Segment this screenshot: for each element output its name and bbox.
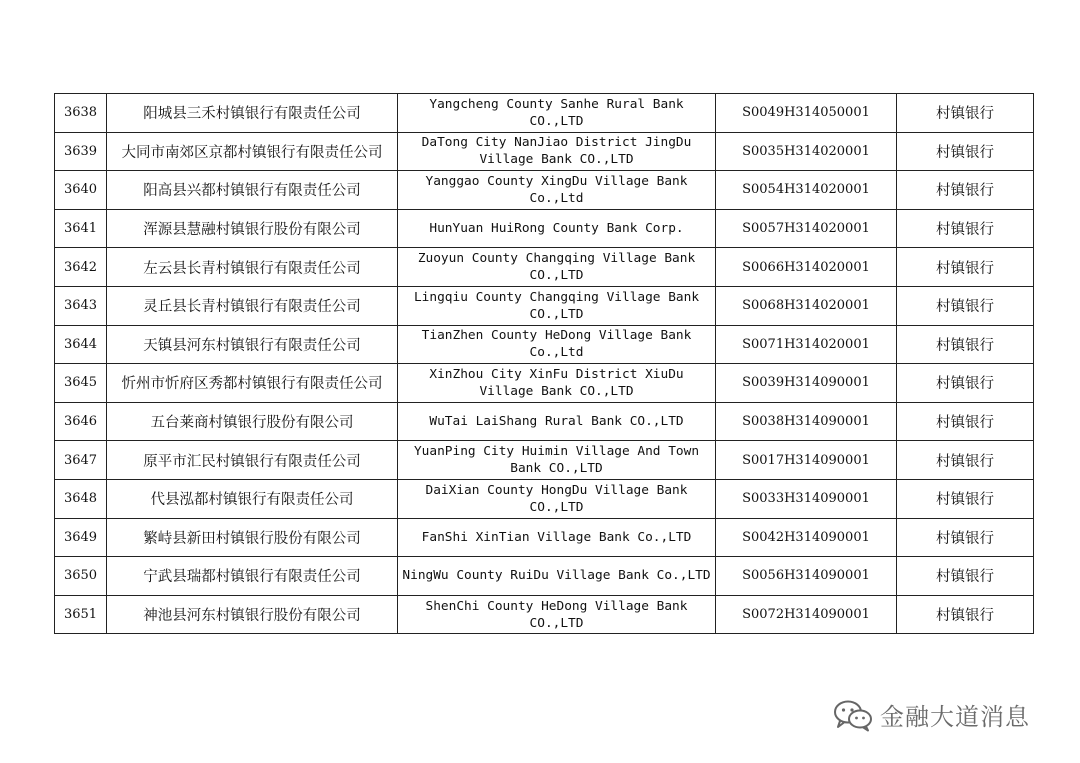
cell-name-cn: 阳高县兴都村镇银行有限责任公司 xyxy=(107,171,398,210)
table-row xyxy=(55,171,1034,210)
cell-type: 村镇银行 xyxy=(897,595,1034,634)
cell-name-en: NingWu County RuiDu Village Bank Co.,LTD xyxy=(398,557,716,596)
cell-code: S0033H314090001 xyxy=(716,479,897,518)
cell-number: 3638 xyxy=(55,94,107,133)
table-row xyxy=(55,248,1034,287)
cell-code: S0057H314020001 xyxy=(716,209,897,248)
cell-number: 3647 xyxy=(55,441,107,480)
table-body xyxy=(55,94,1034,634)
cell-name-en: FanShi XinTian Village Bank Co.,LTD xyxy=(398,518,716,557)
cell-name-cn: 五台莱商村镇银行股份有限公司 xyxy=(107,402,398,441)
cell-type: 村镇银行 xyxy=(897,441,1034,480)
cell-name-cn: 宁武县瑞都村镇银行有限责任公司 xyxy=(107,557,398,596)
table-row xyxy=(55,518,1034,557)
cell-name-en: XinZhou City XinFu District XiuDu Village Bank CO.,LTD xyxy=(398,364,716,403)
cell-code: S0068H314020001 xyxy=(716,286,897,325)
cell-type: 村镇银行 xyxy=(897,364,1034,403)
cell-name-cn: 浑源县慧融村镇银行股份有限公司 xyxy=(107,209,398,248)
cell-code: S0054H314020001 xyxy=(716,171,897,210)
cell-type: 村镇银行 xyxy=(897,557,1034,596)
watermark xyxy=(832,697,1030,732)
cell-type: 村镇银行 xyxy=(897,132,1034,171)
table-row xyxy=(55,402,1034,441)
cell-code: S0039H314090001 xyxy=(716,364,897,403)
cell-type: 村镇银行 xyxy=(897,209,1034,248)
table-row xyxy=(55,479,1034,518)
cell-number: 3639 xyxy=(55,132,107,171)
cell-name-en: Yanggao County XingDu Village Bank Co.,Ltd xyxy=(398,171,716,210)
cell-number: 3642 xyxy=(55,248,107,287)
cell-name-cn: 灵丘县长青村镇银行有限责任公司 xyxy=(107,286,398,325)
cell-code: S0042H314090001 xyxy=(716,518,897,557)
cell-name-en: WuTai LaiShang Rural Bank CO.,LTD xyxy=(398,402,716,441)
table-row xyxy=(55,94,1034,133)
table-row xyxy=(55,209,1034,248)
watermark-text: 金融大道消息 xyxy=(880,703,1030,731)
cell-name-cn: 阳城县三禾村镇银行有限责任公司 xyxy=(107,94,398,133)
cell-type: 村镇银行 xyxy=(897,518,1034,557)
cell-number: 3649 xyxy=(55,518,107,557)
table-row xyxy=(55,364,1034,403)
table-row xyxy=(55,557,1034,596)
table-row xyxy=(55,132,1034,171)
cell-code: S0056H314090001 xyxy=(716,557,897,596)
cell-name-cn: 大同市南郊区京都村镇银行有限责任公司 xyxy=(107,132,398,171)
cell-name-cn: 神池县河东村镇银行股份有限公司 xyxy=(107,595,398,634)
cell-type: 村镇银行 xyxy=(897,402,1034,441)
cell-code: S0066H314020001 xyxy=(716,248,897,287)
cell-number: 3641 xyxy=(55,209,107,248)
cell-number: 3650 xyxy=(55,557,107,596)
cell-type: 村镇银行 xyxy=(897,171,1034,210)
cell-name-cn: 忻州市忻府区秀都村镇银行有限责任公司 xyxy=(107,364,398,403)
cell-number: 3643 xyxy=(55,286,107,325)
cell-name-en: HunYuan HuiRong County Bank Corp. xyxy=(398,209,716,248)
cell-name-en: Yangcheng County Sanhe Rural Bank CO.,LTD xyxy=(398,94,716,133)
cell-number: 3644 xyxy=(55,325,107,364)
cell-name-en: TianZhen County HeDong Village Bank Co.,Ltd xyxy=(398,325,716,364)
cell-type: 村镇银行 xyxy=(897,325,1034,364)
bank-list-table xyxy=(54,93,1034,634)
cell-code: S0071H314020001 xyxy=(716,325,897,364)
cell-name-cn: 原平市汇民村镇银行有限责任公司 xyxy=(107,441,398,480)
cell-type: 村镇银行 xyxy=(897,94,1034,133)
cell-code: S0072H314090001 xyxy=(716,595,897,634)
cell-number: 3648 xyxy=(55,479,107,518)
table-row xyxy=(55,286,1034,325)
cell-name-cn: 左云县长青村镇银行有限责任公司 xyxy=(107,248,398,287)
cell-name-en: ShenChi County HeDong Village Bank CO.,LTD xyxy=(398,595,716,634)
cell-code: S0017H314090001 xyxy=(716,441,897,480)
cell-name-cn: 天镇县河东村镇银行有限责任公司 xyxy=(107,325,398,364)
cell-name-en: Lingqiu County Changqing Village Bank CO.,LTD xyxy=(398,286,716,325)
table-row xyxy=(55,595,1034,634)
cell-number: 3646 xyxy=(55,402,107,441)
cell-name-cn: 繁峙县新田村镇银行股份有限公司 xyxy=(107,518,398,557)
cell-code: S0038H314090001 xyxy=(716,402,897,441)
cell-type: 村镇银行 xyxy=(897,248,1034,287)
cell-number: 3640 xyxy=(55,171,107,210)
cell-type: 村镇银行 xyxy=(897,286,1034,325)
table-row xyxy=(55,325,1034,364)
cell-code: S0035H314020001 xyxy=(716,132,897,171)
cell-name-en: YuanPing City Huimin Village And Town Bank CO.,LTD xyxy=(398,441,716,480)
wechat-icon xyxy=(832,698,874,732)
cell-name-en: Zuoyun County Changqing Village Bank CO.,LTD xyxy=(398,248,716,287)
cell-number: 3645 xyxy=(55,364,107,403)
cell-name-cn: 代县泓都村镇银行有限责任公司 xyxy=(107,479,398,518)
cell-name-en: DaiXian County HongDu Village Bank CO.,LTD xyxy=(398,479,716,518)
cell-name-en: DaTong City NanJiao District JingDu Village Bank CO.,LTD xyxy=(398,132,716,171)
cell-type: 村镇银行 xyxy=(897,479,1034,518)
cell-number: 3651 xyxy=(55,595,107,634)
cell-code: S0049H314050001 xyxy=(716,94,897,133)
table-row xyxy=(55,441,1034,480)
